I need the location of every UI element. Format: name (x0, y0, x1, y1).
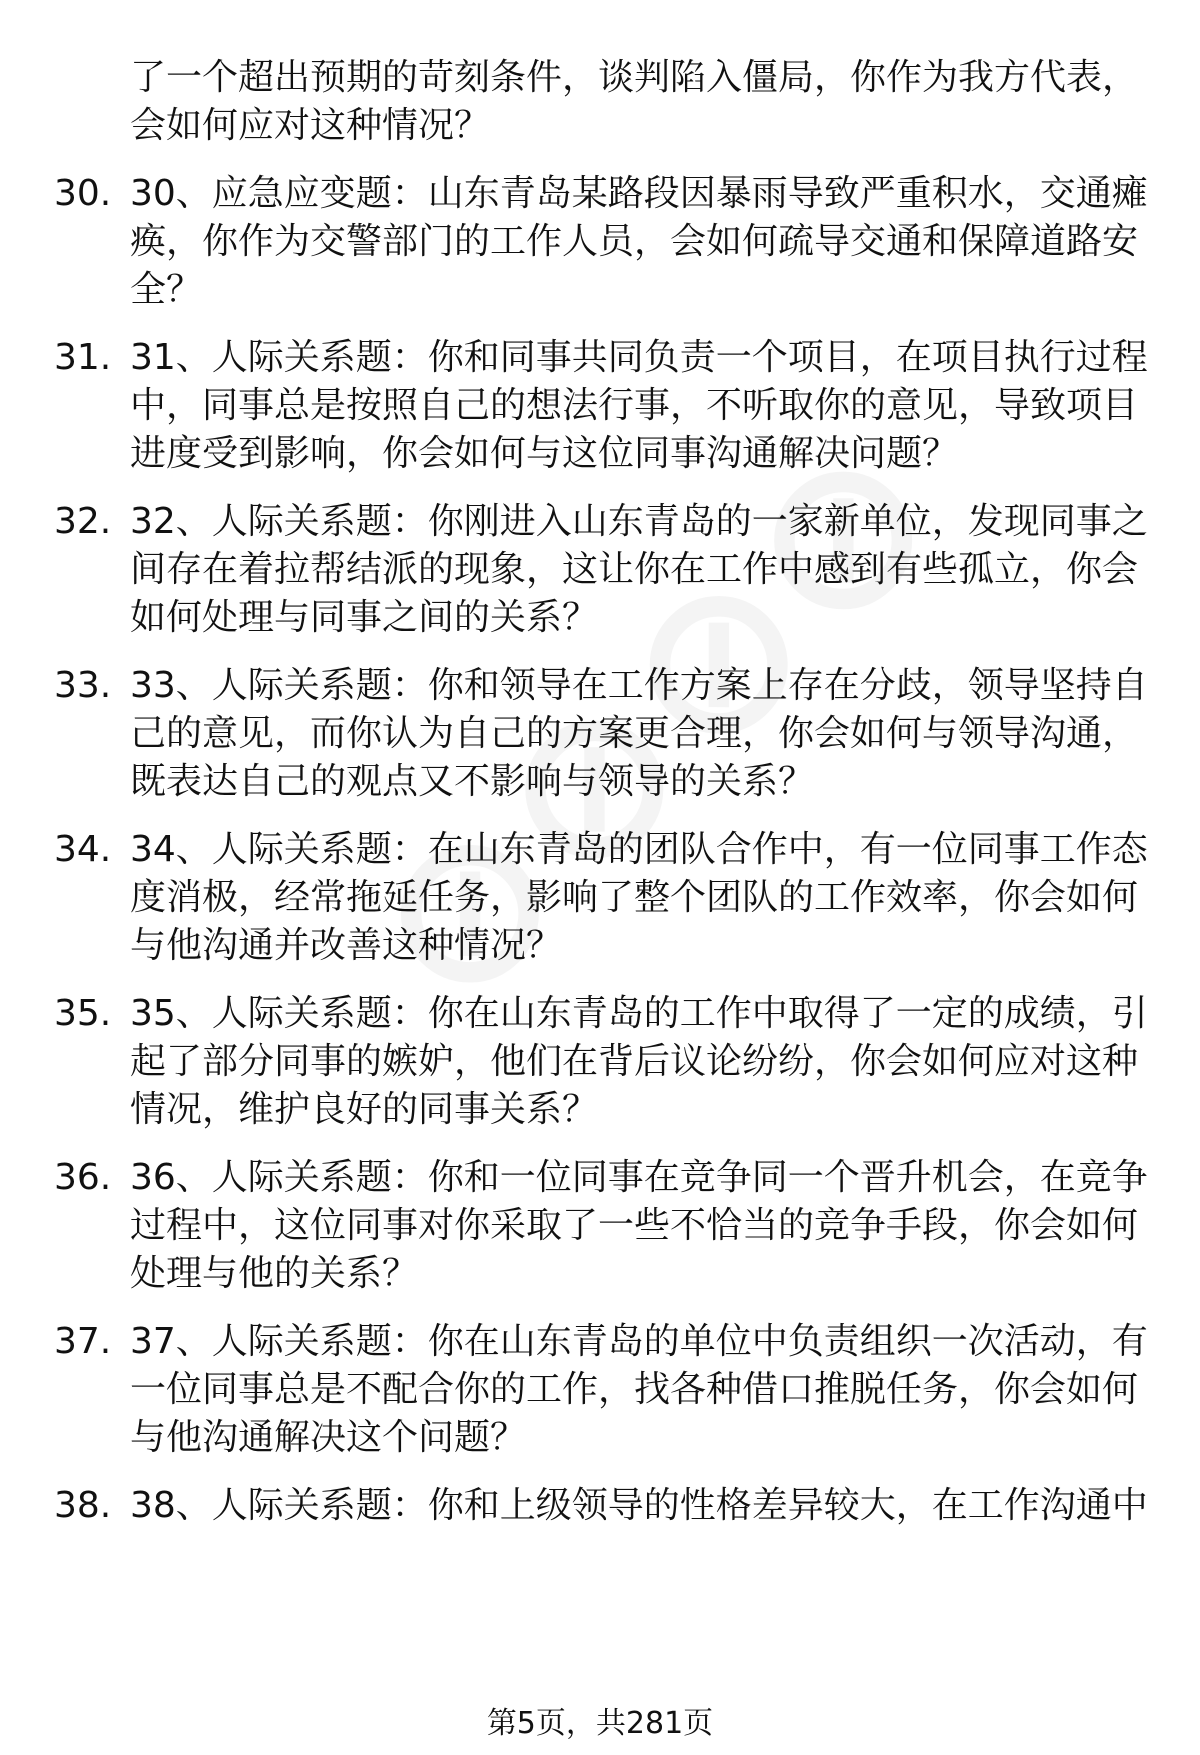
question-line: 31、人际关系题：你和同事共同负责一个项目，在项目执行过程 (130, 337, 1148, 378)
question-line: 33、人际关系题：你和领导在工作方案上存在分歧，领导坚持自 (130, 665, 1148, 706)
question-line: 30、应急应变题：山东青岛某路段因暴雨导致严重积水，交通瘫 (130, 173, 1148, 214)
question-number: 34. (54, 829, 112, 870)
question-line: 度消极，经常拖延任务，影响了整个团队的工作效率，你会如何 (130, 877, 1139, 918)
page-footer: 第5页，共281页 (486, 1706, 714, 1741)
question-number: 32. (54, 501, 112, 542)
question-line: 起了部分同事的嫉妒，他们在背后议论纷纷，你会如何应对这种 (130, 1041, 1139, 1082)
question-number: 35. (54, 993, 112, 1034)
question-line: 全？ (130, 269, 203, 310)
question-line: 中，同事总是按照自己的想法行事，不听取你的意见，导致项目 (130, 385, 1139, 426)
question-number: 30. (54, 173, 112, 214)
question-line: 34、人际关系题：在山东青岛的团队合作中，有一位同事工作态 (130, 829, 1148, 870)
question-line: 与他沟通解决这个问题？ (130, 1417, 527, 1458)
question-line: 进度受到影响，你会如何与这位同事沟通解决问题？ (130, 433, 959, 474)
question-number: 38. (54, 1485, 112, 1526)
question-line: 己的意见，而你认为自己的方案更合理，你会如何与领导沟通， (130, 713, 1139, 754)
question-line: 如何处理与同事之间的关系？ (130, 597, 599, 638)
question-line: 了一个超出预期的苛刻条件，谈判陷入僵局，你作为我方代表， (130, 57, 1139, 98)
question-line: 过程中，这位同事对你采取了一些不恰当的竞争手段，你会如何 (130, 1205, 1139, 1246)
question-line: 38、人际关系题：你和上级领导的性格差异较大，在工作沟通中 (130, 1485, 1148, 1526)
question-number: 31. (54, 337, 112, 378)
question-line: 32、人际关系题：你刚进入山东青岛的一家新单位，发现同事之 (130, 501, 1148, 542)
question-line: 一位同事总是不配合你的工作，找各种借口推脱任务，你会如何 (130, 1369, 1139, 1410)
question-line: 痪，你作为交警部门的工作人员，会如何疏导交通和保障道路安 (130, 221, 1139, 262)
question-number: 36. (54, 1157, 112, 1198)
question-line: 36、人际关系题：你和一位同事在竞争同一个晋升机会，在竞争 (130, 1157, 1148, 1198)
question-line: 既表达自己的观点又不影响与领导的关系？ (130, 761, 815, 802)
question-line: 处理与他的关系？ (130, 1253, 419, 1294)
question-line: 会如何应对这种情况？ (130, 105, 491, 146)
question-line: 间存在着拉帮结派的现象，这让你在工作中感到有些孤立，你会 (130, 549, 1139, 590)
question-line: 与他沟通并改善这种情况？ (130, 925, 563, 966)
question-line: 情况，维护良好的同事关系？ (130, 1089, 599, 1130)
question-line: 37、人际关系题：你在山东青岛的单位中负责组织一次活动，有 (130, 1321, 1148, 1362)
question-number: 33. (54, 665, 112, 706)
question-number: 37. (54, 1321, 112, 1362)
question-line: 35、人际关系题：你在山东青岛的工作中取得了一定的成绩，引 (130, 993, 1148, 1034)
